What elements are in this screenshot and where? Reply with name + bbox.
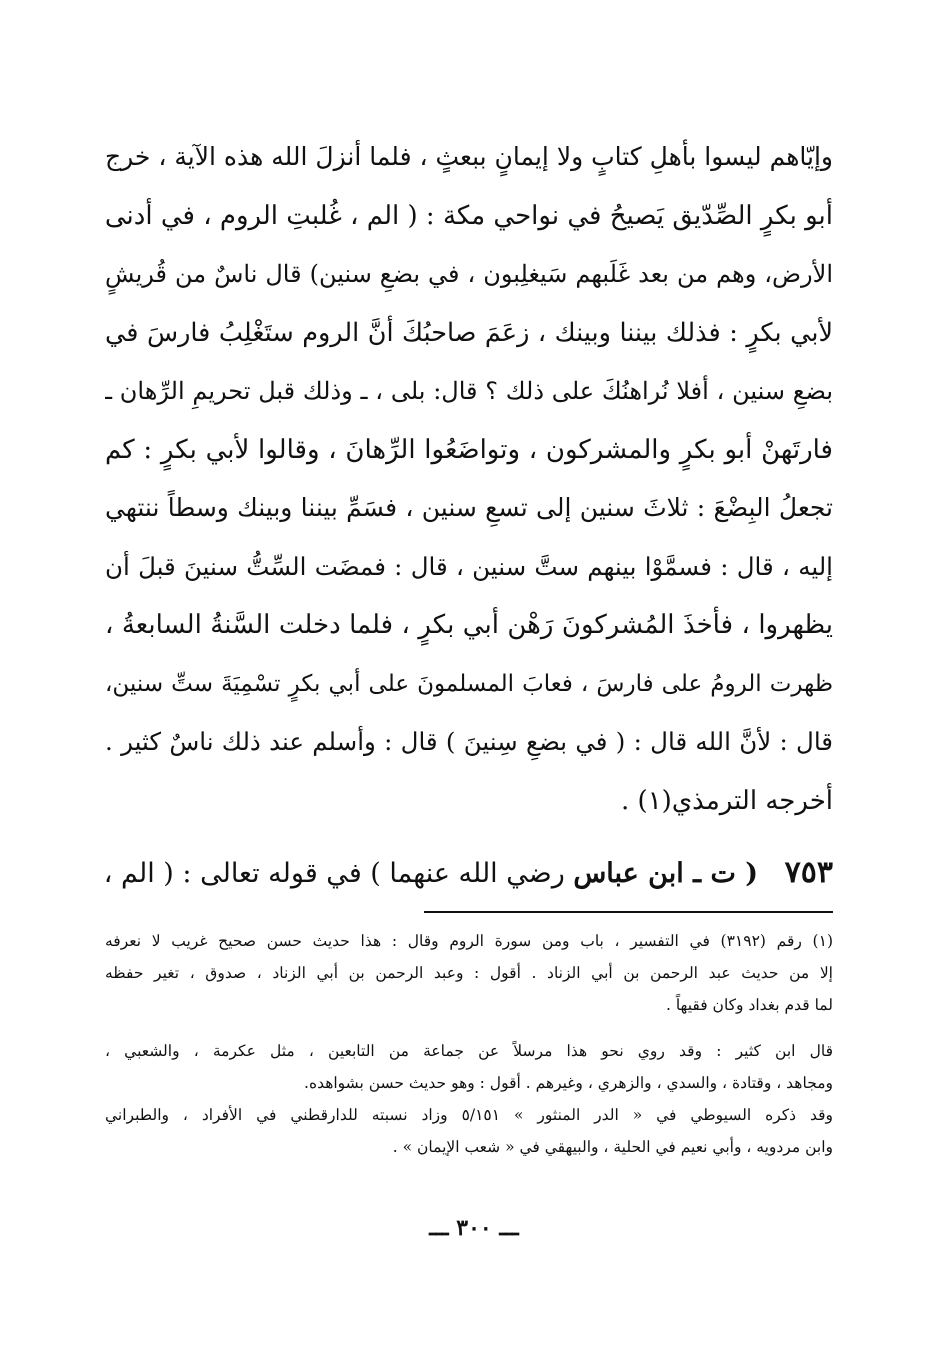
- footnote-line: وقد ذكره السيوطي في « الدر المنثور » ٥/١٥١ وزاد نسبته للدارقطني في الأفراد ، والطبراني: [105, 1106, 833, 1124]
- footnote-separator: [424, 911, 833, 913]
- footnote-line: قال ابن كثير : وقد روي نحو هذا مرسلاً عن جماعة من التابعين ، مثل عكرمة ، والشعبي ،: [105, 1042, 833, 1060]
- main-text-line: الأرض، وهم من بعد غَلَبهم سَيغلِبون ، في بضعِ سنين) قال ناسٌ من قُريشٍ: [105, 260, 833, 288]
- footnote-line: ومجاهد ، وقتادة ، والسدي ، والزهري ، وغيرهم . أقول : وهو حديث حسن بشواهده.: [304, 1074, 833, 1092]
- hadith-heading-text: رضي الله عنهما ) في قوله تعالى : ( الم ،: [103, 858, 565, 889]
- main-text-line: وإيّاهم ليسوا بأهلِ كتابٍ ولا إيمانٍ ببعثٍ ، فلما أنزلَ الله هذه الآية ، خرج: [105, 142, 833, 171]
- main-text-line: ظهرت الرومُ على فارسَ ، فعابَ المسلمونَ على أبي بكرٍ تسْمِيَةَ ستِّ سنين،: [105, 670, 833, 697]
- main-text-line: أبو بكرٍ الصِّدّيق يَصيحُ في نواحي مكة : ( الم ، غُلبتِ الروم ، في أدنى: [105, 200, 833, 231]
- footnote-line: (١) رقم (٣١٩٢) في التفسير ، باب ومن سورة الروم وقال : هذا حديث حسن صحيح غريب لا نعرفه: [105, 932, 833, 950]
- main-text-line: فارتَهنْ أبو بكرٍ والمشركون ، وتواضَعُوا الرِّهانَ ، وقالوا لأبي بكرٍ : كم: [105, 434, 833, 465]
- footnote-line: لما قدم بغداد وكان فقيهاً .: [665, 996, 833, 1014]
- main-text-line: يظهروا ، فأخذَ المُشركونَ رَهْن أبي بكرٍ ، فلما دخلت السَّنةُ السابعةُ ،: [105, 610, 833, 640]
- footnote-line: وابن مردويه ، وأبي نعيم في الحلية ، والبيهقي في « شعب الإيمان » .: [392, 1138, 833, 1156]
- main-text-line: لأبي بكرٍ : فذلك بيننا وبينك ، زعَمَ صاحبُكَ أنَّ الروم ستَغْلِبُ فارسَ في: [105, 317, 833, 348]
- main-text-line: تجعلُ البِضْعَ : ثلاثَ سنين إلى تسعِ سنين ، فسَمِّ بيننا وبينك وسطاً ننتهي: [105, 493, 833, 522]
- hadith-source: ( ت ـ ابن عباس: [573, 858, 759, 889]
- footnote-spacer: [105, 1021, 833, 1035]
- main-text-line: قال : لأنَّ الله قال : ( في بضعِ سِنينَ ) قال : وأسلم عند ذلك ناسٌ كثير .: [105, 727, 833, 756]
- main-text-block: [105, 128, 833, 830]
- hadith-heading: [105, 845, 833, 901]
- main-text-line: إليه ، قال : فسمَّوْا بينهم ستَّ سنين ، قال : فمضَت السِّتُّ سنينَ قبلَ أن: [105, 551, 833, 581]
- footnotes-block: [105, 925, 833, 1163]
- footnote-line: إلا من حديث عبد الرحمن بن أبي الزناد . أقول : وعبد الرحمن بن أبي الزناد ، صدوق ، تغير حفظه: [105, 964, 833, 982]
- main-text-line: بضعِ سنين ، أفلا نُراهنُكَ على ذلك ؟ قال: بلى ، ـ وذلك قبل تحريمِ الرِّهان ـ: [105, 377, 833, 405]
- hadith-number: ٧٥٣: [784, 855, 833, 890]
- main-text-line-final: أخرجه الترمذي(١) .: [621, 785, 833, 816]
- page-number: ـــ ٣٠٠ ـــ: [429, 1215, 519, 1241]
